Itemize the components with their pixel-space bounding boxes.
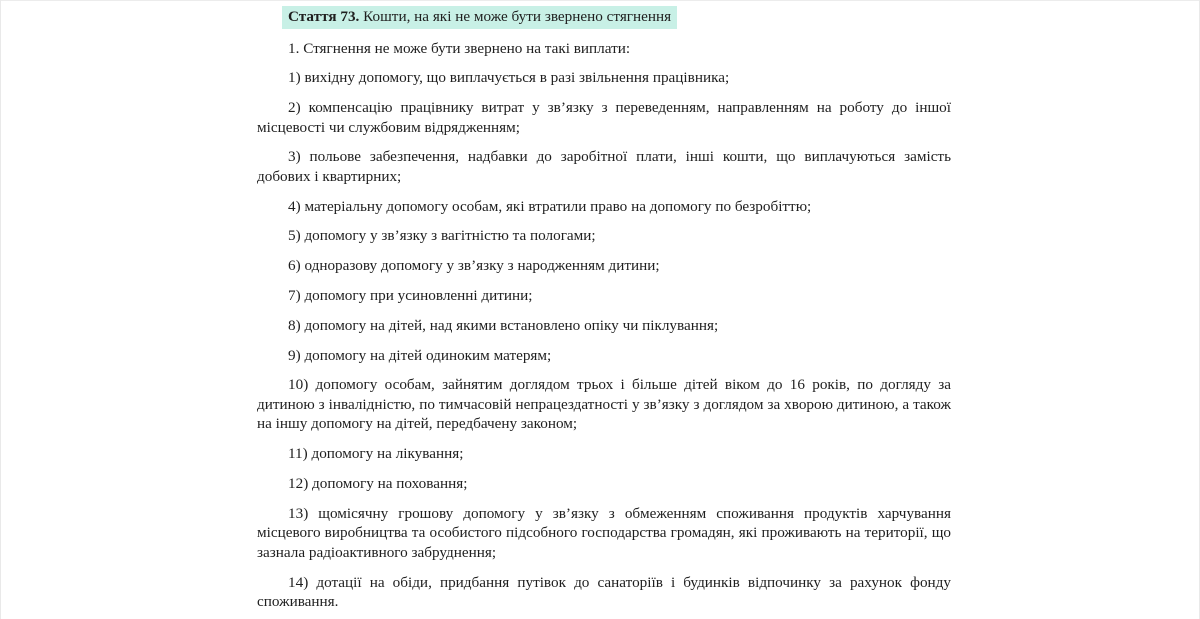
article-number: Стаття 73. xyxy=(288,8,360,25)
list-item-8: 8) допомогу на дітей, над якими встановлено опіку чи піклування; xyxy=(288,316,719,334)
list-item-11: 11) допомогу на лікування; xyxy=(288,445,464,463)
list-item-13: 13) щомісячну грошову допомогу у зв’язку з обмеженням споживання продуктів харчування місцевого виробництва та особистого підсобного господарства громадян, які проживають на території, що зазнала радіоактивного забруднення; xyxy=(257,504,951,561)
list-item-3: 3) польове забезпечення, надбавки до заробітної плати, інші кошти, що виплачуються замість добових і квартирних; xyxy=(257,148,951,185)
list-item-10: 10) допомогу особам, зайнятим доглядом трьох і більше дітей віком до 16 років, по догляду за дитиною з інвалідністю, по тимчасовій непрацездатності у зв’язку з доглядом за хворою дитиною, а також на іншу допомогу на дітей, передбачену законом; xyxy=(257,376,951,433)
list-item-7: 7) допомогу при усиновленні дитини; xyxy=(288,287,533,305)
list-item-5: 5) допомогу у зв’язку з вагітністю та пологами; xyxy=(288,227,596,245)
list-item-12: 12) допомогу на поховання; xyxy=(288,475,468,493)
list-item-14: 14) дотації на обіди, придбання путівок до санаторіїв і будинків відпочинку за рахунок фонду споживання. xyxy=(257,573,951,611)
list-item-2: 2) компенсацію працівнику витрат у зв’язку з переведенням, направленням на роботу до іншої місцевості чи службовим відрядженням; xyxy=(257,99,951,136)
top-divider xyxy=(1,0,1199,1)
list-item-6: 6) одноразову допомогу у зв’язку з народженням дитини; xyxy=(288,257,660,275)
list-item-4: 4) матеріальну допомогу особам, які втратили право на допомогу по безробіттю; xyxy=(288,197,812,215)
paragraph-intro: 1. Стягнення не може бути звернено на такі виплати: xyxy=(288,39,631,57)
list-item-1: 1) вихідну допомогу, що виплачується в разі звільнення працівника; xyxy=(288,69,730,87)
list-item-9: 9) допомогу на дітей одиноким матерям; xyxy=(288,346,552,364)
article-heading xyxy=(282,6,677,29)
article-title: Кошти, на які не може бути звернено стягнення xyxy=(363,8,672,25)
article-73 xyxy=(257,6,951,612)
